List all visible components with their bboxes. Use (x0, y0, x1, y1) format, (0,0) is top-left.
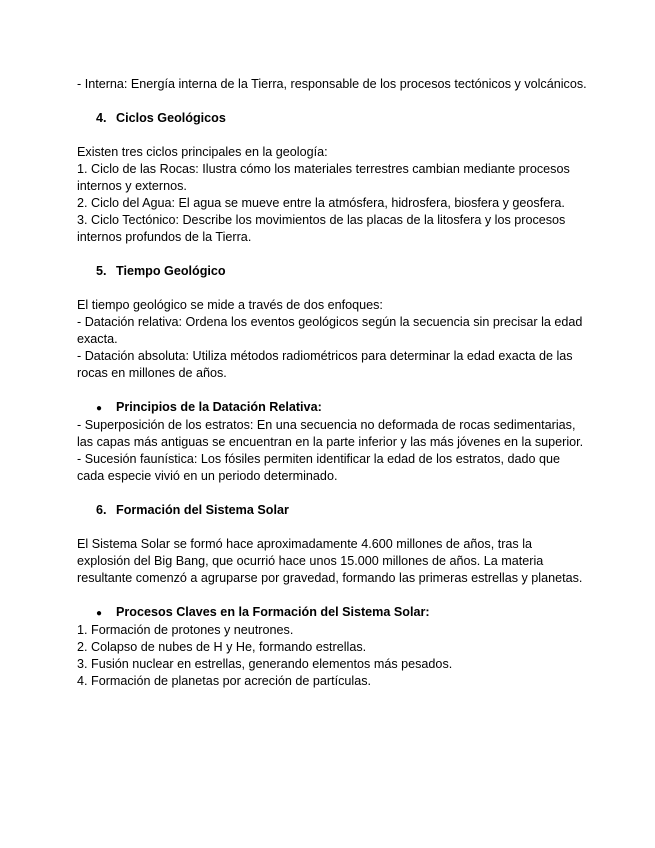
section-lead: El tiempo geológico se mide a través de dos enfoques: (77, 298, 383, 312)
section-title: Ciclos Geológicos (116, 111, 226, 125)
list-item: - Superposición de los estratos: En una secuencia no deformada de rocas sedimentarias, las capas más antiguas se encuentran en la parte inferior y las más jóvenes en la superior. (77, 418, 584, 449)
list-item: - Datación absoluta: Utiliza métodos radiométricos para determinar la edad exacta de las rocas en millones de años. (77, 349, 573, 380)
section-heading-sistema-solar (77, 502, 587, 519)
list-item: 1. Formación de protones y neutrones. (77, 623, 294, 637)
list-item: 1. Ciclo de las Rocas: Ilustra cómo los materiales terrestres cambian mediante procesos internos y externos. (77, 162, 570, 193)
section-lead: El Sistema Solar se formó hace aproximadamente 4.600 millones de años, tras la explosión del Big Bang, que ocurrió hace unos 15.000 millones de años. La materia resultante comenzó a agruparse por gravedad, formando las primeras estrellas y planetas. (77, 537, 583, 585)
section-heading-ciclos (77, 110, 587, 127)
section-title: Tiempo Geológico (116, 264, 226, 278)
list-item: 4. Formación de planetas por acreción de partículas. (77, 674, 372, 688)
subsection-title: Principios de la Datación Relativa: (116, 400, 322, 414)
section-lead: Existen tres ciclos principales en la geología: (77, 145, 328, 159)
list-item: 3. Fusión nuclear en estrellas, generando elementos más pesados. (77, 657, 453, 671)
section-number: 4. (96, 111, 107, 125)
section-number: 5. (96, 264, 107, 278)
list-item: 2. Colapso de nubes de H y He, formando estrellas. (77, 640, 367, 654)
list-item: 3. Ciclo Tectónico: Describe los movimientos de las placas de la litosfera y los procesos internos profundos de la Tierra. (77, 213, 566, 244)
intro-paragraph: - Interna: Energía interna de la Tierra, responsable de los procesos tectónicos y volcánicos. (77, 77, 587, 91)
subsection-title: Procesos Claves en la Formación del Sistema Solar: (116, 605, 430, 619)
list-item: - Datación relativa: Ordena los eventos geológicos según la secuencia sin precisar la edad exacta. (77, 315, 583, 346)
list-item: - Sucesión faunística: Los fósiles permiten identificar la edad de los estratos, dado que cada especie vivió en un periodo determinado. (77, 452, 561, 483)
bullet-icon: ● (96, 403, 103, 414)
section-title: Formación del Sistema Solar (116, 503, 289, 517)
list-item: 2. Ciclo del Agua: El agua se mueve entre la atmósfera, hidrosfera, biosfera y geosfera. (77, 196, 565, 210)
document-page (77, 76, 587, 690)
section-heading-tiempo (77, 263, 587, 280)
section-number: 6. (96, 503, 107, 517)
subsection-heading-datacion (77, 399, 587, 417)
subsection-heading-procesos (77, 604, 587, 622)
bullet-icon: ● (96, 608, 103, 619)
